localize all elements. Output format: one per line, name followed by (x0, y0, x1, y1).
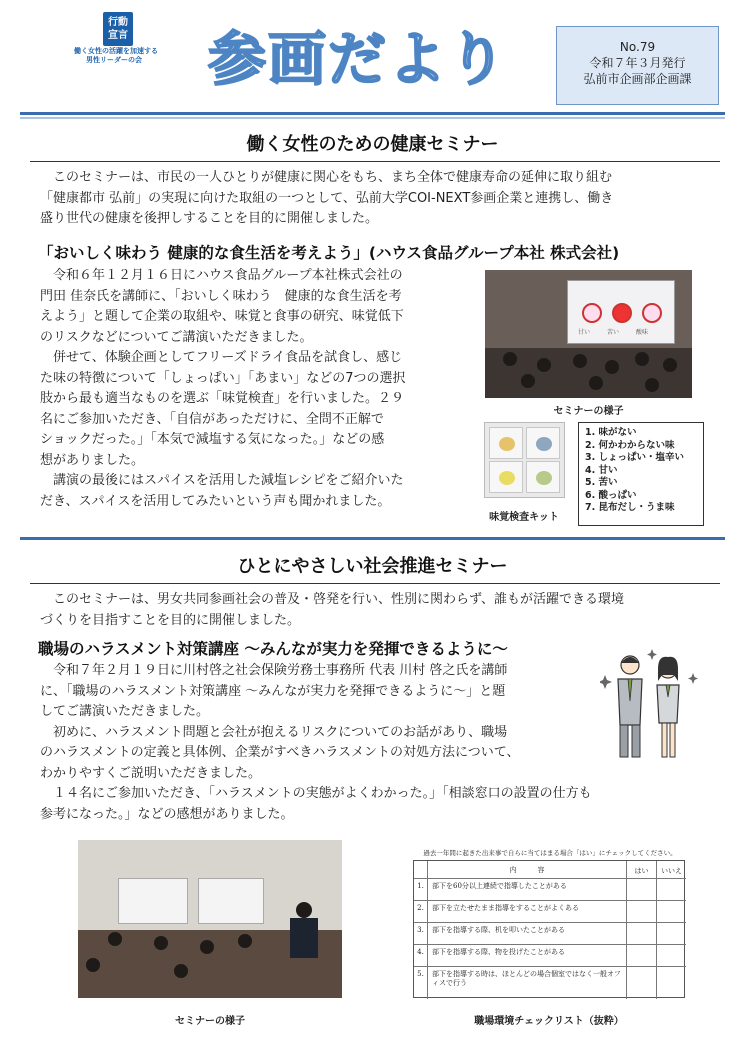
intro-line: このセミナーは、男女共同参画社会の普及・啓発を行い、性別に関わらず、誰もが活躍できる環境 (40, 592, 624, 607)
taste-option: 1. 味がない (585, 427, 637, 438)
yes-checkbox[interactable] (626, 923, 656, 944)
checklist-col-no: いいえ (656, 861, 686, 878)
business-people-illustration (600, 645, 700, 765)
whiteboard (118, 878, 188, 924)
logo-sub-line1: 働く女性の活躍を加速する (74, 47, 158, 55)
body-line: 初めに、ハラスメント問題と会社が抱えるリスクについてのお話があり、職場 (40, 724, 508, 740)
body-line: 参考になった。」などの感想がありました。 (40, 806, 294, 822)
sparkle-icon (600, 649, 698, 689)
logo-sub-line2: 男性リーダーの会 (86, 56, 142, 64)
row-number: 5. (414, 967, 428, 999)
taste-option: 3. しょっぱい・塩辛い (585, 452, 685, 463)
taste-option: 4. 甘い (585, 464, 618, 476)
taste-option: 7. 昆布だし・うま味 (585, 502, 675, 513)
screen-circle (612, 303, 632, 323)
body-line: た味の特徴について「しょっぱい」「あまい」などの7つの選択 (40, 370, 406, 386)
taste-options-list (578, 422, 704, 526)
body-line: 併せて、体験企画としてフリーズドライ食品を試食し、感じ (40, 350, 403, 365)
body-line: １４名にご参加いただき、「ハラスメントの実態がよくわかった。」「相談窓口の設置の仕方も (40, 786, 592, 801)
newsletter-title: 参画だより (208, 25, 509, 93)
whiteboard (198, 878, 264, 924)
issue-number: No.79 (619, 40, 656, 54)
body-line: 肢から最も適当なものを選ぶ「味覚検査」を行いました。２９ (40, 391, 405, 406)
row-text: 部下を指導する際、物を投げたことがある (432, 948, 565, 956)
screen-label: 酸味 (636, 329, 649, 336)
body-line: だき、スパイスを活用してみたいという声も聞かれました。 (40, 493, 391, 509)
section1-subtitle: 「おいしく味わう 健康的な食生活を考えよう」(ハウス食品グループ本社 株式会社) (38, 244, 620, 262)
body-line: ショックだった。」「本気で減塩する気になった。」などの感 (40, 432, 385, 447)
body-line: のリスクなどについてご講演いただきました。 (40, 329, 313, 345)
seminar-photo-1 (485, 270, 692, 398)
logo-subtitle (74, 47, 174, 65)
section2-title: ひとにやさしい社会推進セミナー (237, 556, 508, 577)
taste-option: 2. 何かわからない味 (585, 439, 675, 451)
checklist-col-yes: はい (626, 861, 656, 878)
body-line: えよう」と題して企業の取組や、味覚と食事の研究、味覚低下 (40, 309, 404, 324)
row-text: 部下を指導する際、机を叩いたことがある (432, 926, 565, 934)
photo2-caption: セミナーの様子 (175, 1016, 245, 1027)
kit-caption: 味覚検査キット (489, 512, 559, 523)
screen-circle (582, 303, 602, 323)
checklist-row (414, 923, 686, 945)
checklist-row (414, 901, 686, 923)
issue-date: 令和７年３月発行 (589, 56, 686, 70)
section-divider (20, 537, 725, 540)
body-line: してご講演いただきました。 (40, 704, 210, 719)
body-line: わかりやすくご説明いただきました。 (40, 765, 262, 781)
man-figure (618, 656, 642, 757)
checklist-col-content: 内 容 (509, 866, 545, 874)
woman-figure (657, 657, 679, 757)
row-number: 2. (414, 901, 428, 922)
body-line: のハラスメントの定義と具体例、企業がすべきハラスメントの対処方法について、 (40, 745, 520, 760)
logo-line2: 宣言 (108, 30, 128, 41)
section1-body (40, 266, 480, 512)
row-text: 部下を立たせたまま指導をすることがよくある (432, 904, 579, 912)
intro-line: 盛り世代の健康を後押しすることを目的に開催しました。 (40, 211, 379, 226)
row-text: 部下を60分以上連続で指導したことがある (432, 882, 567, 890)
body-line: 門田 佳奈氏を講師に、「おいしく味わう 健康的な食生活を考 (40, 288, 402, 304)
body-line: に、「職場のハラスメント対策講座 ～みんなが実力を発揮できるように～」と題 (40, 683, 506, 699)
screen-label: 甘い (578, 329, 591, 336)
body-line: 令和６年１２月１６日にハウス食品グループ本社株式会社の (40, 268, 403, 283)
screen-label: 苦い (607, 329, 620, 336)
intro-line: 「健康都市 弘前」の実現に向けた取組の一つとして、弘前大学COI-NEXT参画企業と連携し、働き (40, 190, 614, 206)
checklist-row (414, 967, 686, 999)
checklist-header-row (414, 861, 686, 879)
harassment-checklist (413, 849, 685, 998)
seminar-photo-2 (78, 840, 342, 998)
yes-checkbox[interactable] (626, 901, 656, 922)
section1-divider (30, 161, 720, 162)
section2-divider (30, 583, 720, 584)
issue-info-box (556, 26, 719, 105)
row-number: 3. (414, 923, 428, 944)
row-number: 1. (414, 879, 428, 900)
yes-checkbox[interactable] (626, 945, 656, 966)
no-checkbox[interactable] (656, 879, 686, 900)
checklist-row (414, 945, 686, 967)
intro-line: づくりを目指すことを目的に開催しました。 (40, 612, 301, 628)
body-line: 講演の最後にはスパイスを活用した減塩レシピをご紹介いた (40, 473, 404, 488)
checklist-row (414, 879, 686, 901)
section1-title: 働く女性のための健康セミナー (246, 134, 499, 155)
checklist-caption: 職場環境チェックリスト（抜粋） (474, 1016, 624, 1027)
projector-screen (567, 280, 675, 344)
body-line: 令和７年２月１９日に川村啓之社会保険労務士事務所 代表 川村 啓之氏を講師 (40, 663, 508, 678)
no-checkbox[interactable] (656, 945, 686, 966)
photo1-caption: セミナーの様子 (553, 406, 624, 417)
body-line: 名にご参加いただき、「自信があっただけに、全問不正解で (40, 411, 384, 427)
no-checkbox[interactable] (656, 923, 686, 944)
header-rule (20, 112, 725, 115)
issuer: 弘前市企画部企画課 (583, 72, 692, 86)
body-line: 想がありました。 (40, 452, 145, 468)
checklist-heading: 過去一年間に起きた出来事で自らに当てはまる場合「はい」にチェックしてください。 (423, 849, 677, 857)
yes-checkbox[interactable] (626, 967, 656, 999)
section1-intro (40, 168, 720, 230)
logo-badge (103, 12, 133, 46)
no-checkbox[interactable] (656, 967, 686, 999)
screen-circle (642, 303, 662, 323)
section2-subtitle: 職場のハラスメント対策講座 ～みんなが実力を発揮できるように～ (38, 640, 508, 658)
intro-line: このセミナーは、市民の一人ひとりが健康に関心をもち、まち全体で健康寿命の延伸に取り組む (40, 170, 613, 185)
taste-test-kit-photo (484, 422, 565, 498)
section2-intro (40, 590, 720, 631)
row-number: 4. (414, 945, 428, 966)
logo-line1: 行動 (108, 17, 128, 28)
header-rule-thin (20, 117, 725, 119)
audience (485, 348, 692, 398)
yes-checkbox[interactable] (626, 879, 656, 900)
no-checkbox[interactable] (656, 901, 686, 922)
taste-option: 5. 苦い (585, 477, 618, 488)
taste-option: 6. 酸っぱい (585, 489, 637, 501)
row-text: 部下を指導する時は、ほとんどの場合個室ではなく一般オフィスで行う (432, 970, 621, 987)
